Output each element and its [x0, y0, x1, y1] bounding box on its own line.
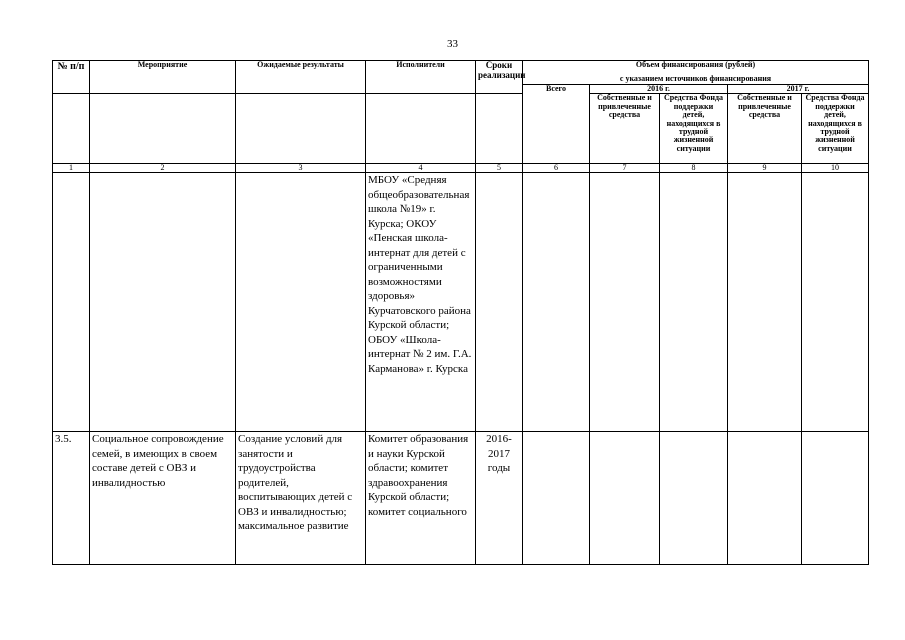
column-number: 9 — [728, 164, 802, 173]
column-number: 1 — [53, 164, 90, 173]
row-fund-support-2017 — [802, 432, 869, 565]
header-total: Всего — [523, 85, 590, 164]
row-own-funds-2016 — [590, 432, 660, 565]
header-year-2016: 2016 г. — [590, 85, 728, 94]
column-number-row — [53, 164, 869, 173]
column-number: 6 — [523, 164, 590, 173]
funding-table — [52, 60, 869, 565]
header-fund-support-2017: Средства Фонда поддержки детей, находящихся в трудной жизненной ситуации — [802, 94, 869, 164]
table-row — [53, 173, 869, 432]
row-own-funds-2016 — [590, 173, 660, 432]
column-number: 4 — [366, 164, 476, 173]
header-funding-title: Объем финансирования (рублей) — [523, 61, 869, 75]
row-executors: МБОУ «Средняя общеобразовательная школа №19» г. Курска; ОКОУ «Пенская школа-интернат для детей с ограниченными возможностями здоровья» Курчатовского района Курской области; ОБОУ «Школа-интернат № 2 им. Г.А. Карманова» г. Курска — [366, 173, 476, 432]
header-own-funds-2016: Собственные и привлеченные средства — [590, 94, 660, 164]
column-number: 2 — [90, 164, 236, 173]
row-num: 3.5. — [53, 432, 90, 565]
header-terms: Сроки реализации — [476, 61, 523, 94]
row-fund-support-2016 — [660, 432, 728, 565]
row-funding-total — [523, 432, 590, 565]
row-event: Социальное сопровождение семей, в имеющих в своем составе детей с ОВЗ и инвалидностью — [90, 432, 236, 565]
row-event — [90, 173, 236, 432]
row-own-funds-2017 — [728, 432, 802, 565]
row-num — [53, 173, 90, 432]
row-own-funds-2017 — [728, 173, 802, 432]
table-row — [53, 432, 869, 565]
header-year-2017: 2017 г. — [728, 85, 869, 94]
column-number: 7 — [590, 164, 660, 173]
page-number: 33 — [447, 38, 458, 50]
row-results — [236, 173, 366, 432]
header-funding-subtitle: с указанием источников финансирования — [523, 75, 869, 85]
column-number: 8 — [660, 164, 728, 173]
funding-table-sheet — [52, 60, 868, 565]
header-results: Ожидаемые результаты — [236, 61, 366, 94]
header-num: № п/п — [53, 61, 90, 94]
row-fund-support-2016 — [660, 173, 728, 432]
row-executors: Комитет образования и науки Курской области; комитет здравоохранения Курской области; комитет социального — [366, 432, 476, 565]
row-funding-total — [523, 173, 590, 432]
column-number: 5 — [476, 164, 523, 173]
header-event: Мероприятие — [90, 61, 236, 94]
row-terms: 2016-2017 годы — [476, 432, 523, 565]
header-executors: Исполнители — [366, 61, 476, 94]
column-number: 3 — [236, 164, 366, 173]
header-own-funds-2017: Собственные и привлеченные средства — [728, 94, 802, 164]
row-fund-support-2017 — [802, 173, 869, 432]
row-results: Создание условий для занятости и трудоустройства родителей, воспитывающих детей с ОВЗ и инвалидностью; максимальное развитие — [236, 432, 366, 565]
row-terms — [476, 173, 523, 432]
column-number: 10 — [802, 164, 869, 173]
header-fund-support-2016: Средства Фонда поддержки детей, находящихся в трудной жизненной ситуации — [660, 94, 728, 164]
